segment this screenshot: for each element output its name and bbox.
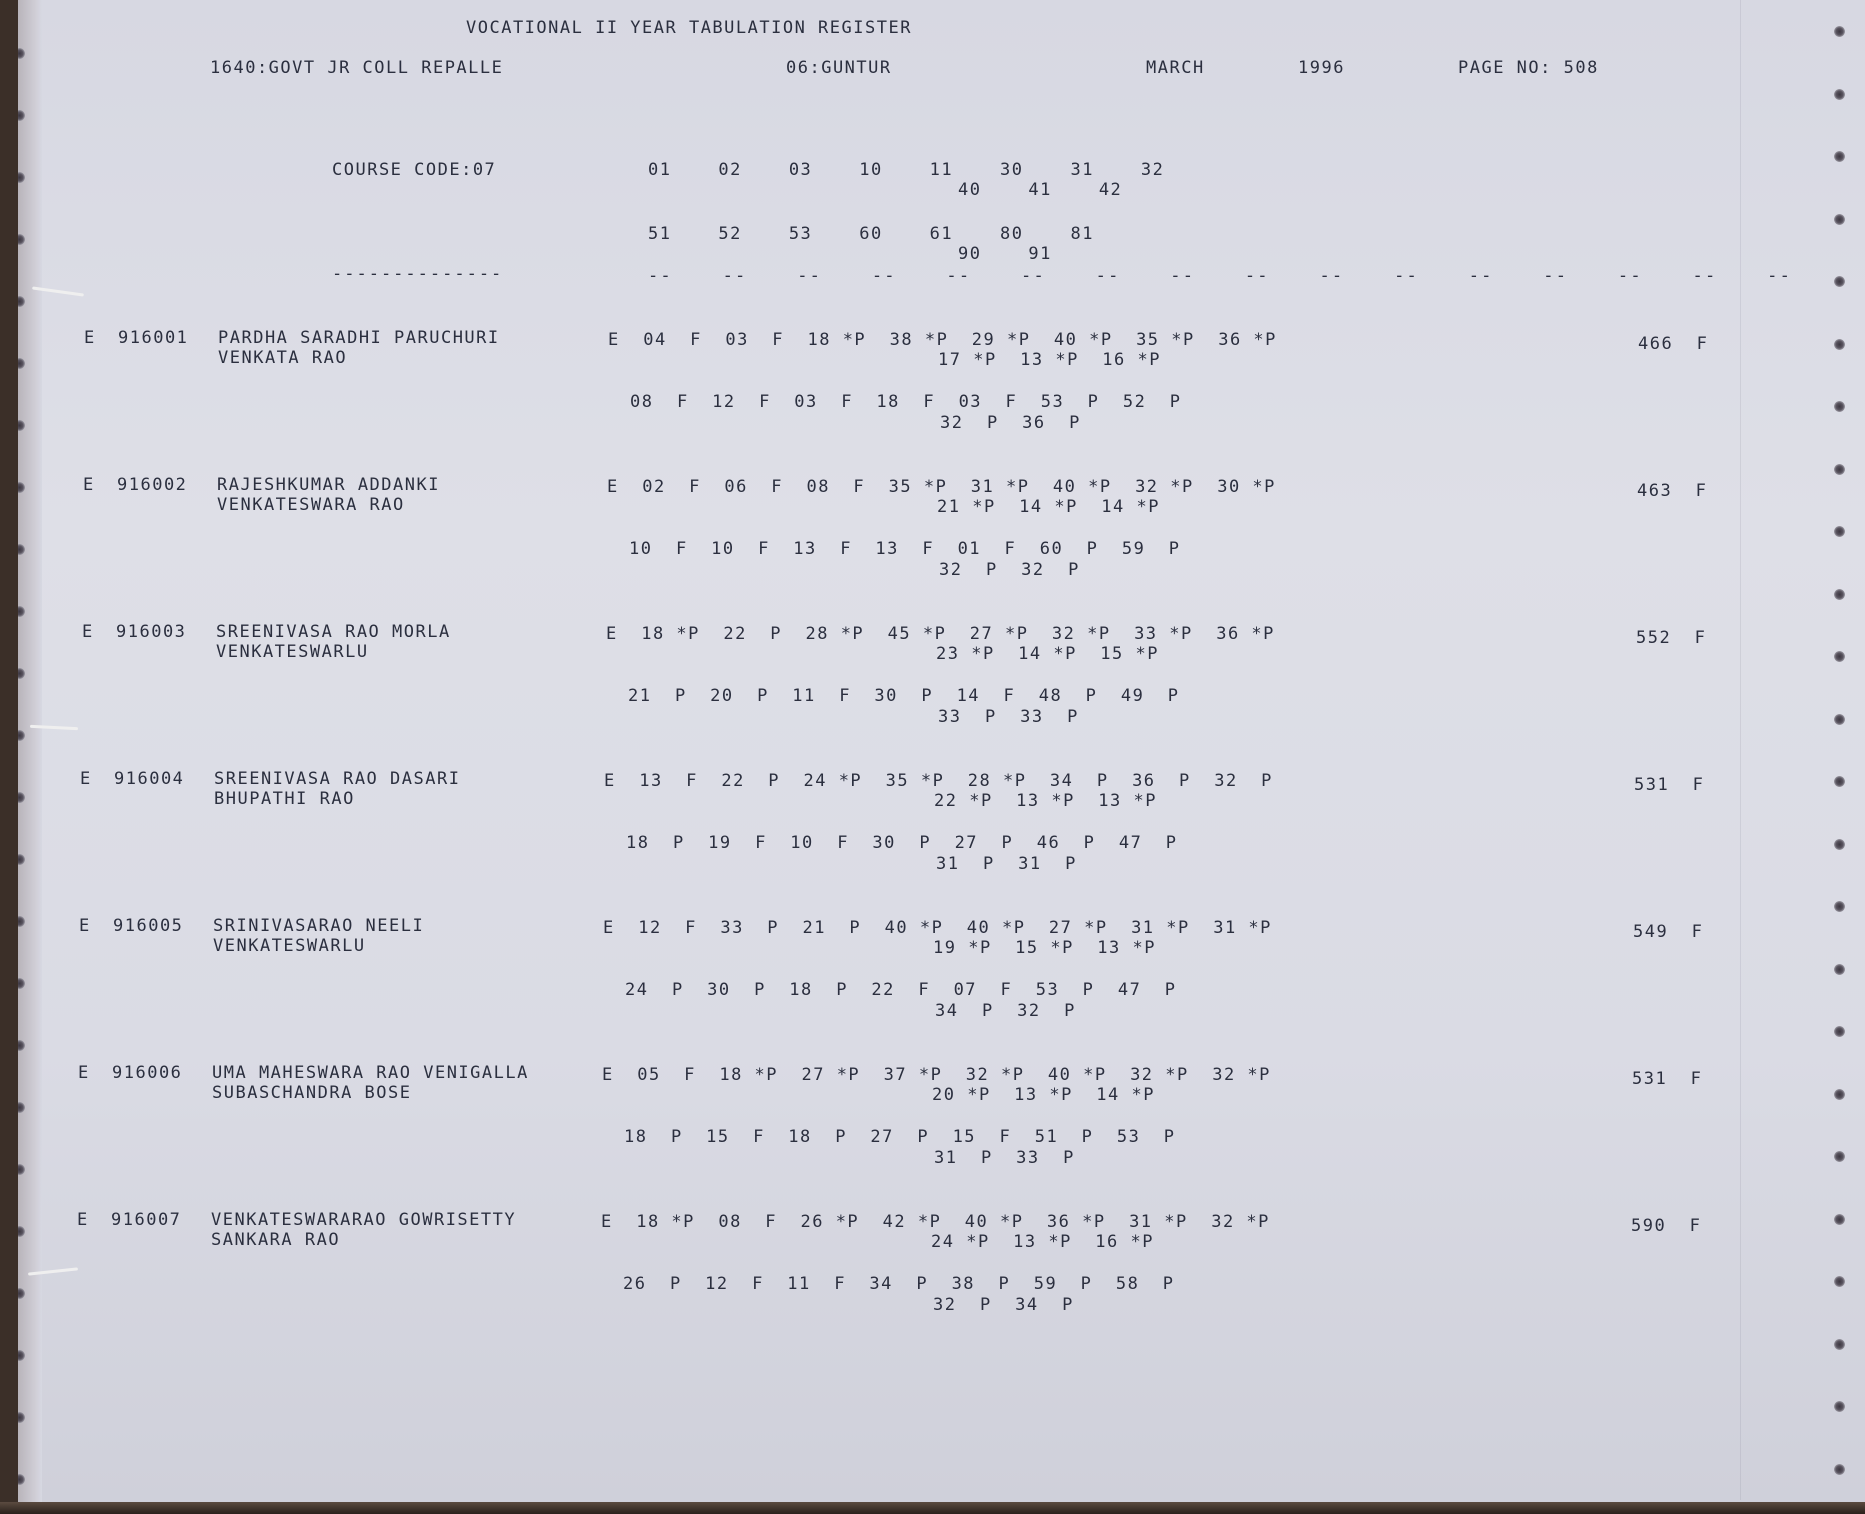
- total-result: 463 F: [1637, 481, 1708, 501]
- tractor-hole: [1834, 839, 1845, 850]
- total-result: 531 F: [1632, 1069, 1703, 1089]
- tractor-hole: [1834, 26, 1845, 37]
- record-flag: E: [80, 769, 92, 789]
- tractor-hole: [1834, 464, 1845, 475]
- student-name: SREENIVASA RAO DASARI: [214, 769, 461, 789]
- marks-row-1: E 13 F 22 P 24 *P 35 *P 28 *P 34 P 36 P 32 P: [604, 771, 1273, 791]
- marks-row-2: 22 *P 13 *P 13 *P: [934, 791, 1157, 811]
- subject-codes-row-4: 90 91: [958, 244, 1052, 264]
- tractor-hole: [18, 172, 25, 183]
- marks-row-1: E 18 *P 08 F 26 *P 42 *P 40 *P 36 *P 31 *P 32 *P: [601, 1212, 1270, 1232]
- tractor-hole: [18, 1040, 25, 1051]
- father-name: SUBASCHANDRA BOSE: [212, 1083, 412, 1103]
- student-name: SREENIVASA RAO MORLA: [216, 622, 451, 642]
- marks-row-2: 17 *P 13 *P 16 *P: [938, 350, 1161, 370]
- register-title: VOCATIONAL II YEAR TABULATION REGISTER: [466, 18, 912, 38]
- tractor-hole: [1834, 1026, 1845, 1037]
- tractor-hole: [18, 1164, 25, 1175]
- marks-row-4: 32 P 36 P: [940, 413, 1081, 433]
- subject-codes-row-3: 51 52 53 60 61 80 81: [648, 224, 1094, 244]
- record-flag: E: [77, 1210, 89, 1230]
- total-result: 549 F: [1633, 922, 1704, 942]
- tractor-hole: [1834, 1339, 1845, 1350]
- tractor-hole: [1834, 526, 1845, 537]
- tractor-hole: [18, 1102, 25, 1113]
- marks-row-4: 31 P 33 P: [934, 1148, 1075, 1168]
- tractor-hole: [1834, 651, 1845, 662]
- tractor-hole: [18, 48, 25, 59]
- tractor-hole: [1834, 901, 1845, 912]
- marks-row-2: 19 *P 15 *P 13 *P: [933, 938, 1156, 958]
- record-flag: E: [84, 328, 96, 348]
- tractor-hole: [18, 1288, 25, 1299]
- student-name: RAJESHKUMAR ADDANKI: [217, 475, 440, 495]
- marks-row-3: 26 P 12 F 11 F 34 P 38 P 59 P 58 P: [623, 1274, 1175, 1294]
- father-name: BHUPATHI RAO: [214, 789, 355, 809]
- tractor-hole: [1834, 1401, 1845, 1412]
- tractor-hole: [18, 978, 25, 989]
- student-name: VENKATESWARARAO GOWRISETTY: [211, 1210, 517, 1230]
- student-name: PARDHA SARADHI PARUCHURI: [218, 328, 500, 348]
- tractor-hole: [18, 1350, 25, 1361]
- exam-month: MARCH: [1146, 58, 1205, 78]
- roll-number: 916001: [118, 328, 189, 348]
- page-number: PAGE NO: 508: [1458, 58, 1599, 78]
- total-result: 552 F: [1636, 628, 1707, 648]
- marks-row-4: 32 P 32 P: [939, 560, 1080, 580]
- tractor-hole: [18, 916, 25, 927]
- tractor-hole: [1834, 1464, 1845, 1475]
- marks-row-1: E 04 F 03 F 18 *P 38 *P 29 *P 40 *P 35 *P 36 *P: [608, 330, 1277, 350]
- tractor-hole: [18, 482, 25, 493]
- tractor-hole: [1834, 151, 1845, 162]
- tractor-hole: [18, 792, 25, 803]
- record-flag: E: [79, 916, 91, 936]
- tractor-hole: [1834, 1214, 1845, 1225]
- subject-codes-row-1: 01 02 03 10 11 30 31 32: [648, 160, 1165, 180]
- marks-row-3: 08 F 12 F 03 F 18 F 03 F 53 P 52 P: [630, 392, 1182, 412]
- tabulation-sheet: [18, 0, 1865, 1502]
- tractor-hole: [1834, 1276, 1845, 1287]
- marks-row-4: 33 P 33 P: [938, 707, 1079, 727]
- tractor-hole: [18, 668, 25, 679]
- student-name: SRINIVASARAO NEELI: [213, 916, 425, 936]
- tractor-hole: [1834, 214, 1845, 225]
- perforation-line: [1740, 0, 1741, 1500]
- record-flag: E: [82, 622, 94, 642]
- district-code: 06:GUNTUR: [786, 58, 892, 78]
- tractor-hole: [18, 730, 25, 741]
- record-flag: E: [78, 1063, 90, 1083]
- marks-row-3: 18 P 15 F 18 P 27 P 15 F 51 P 53 P: [624, 1127, 1176, 1147]
- marks-row-3: 24 P 30 P 18 P 22 F 07 F 53 P 47 P: [625, 980, 1177, 1000]
- tractor-hole: [1834, 776, 1845, 787]
- marks-row-1: E 05 F 18 *P 27 *P 37 *P 32 *P 40 *P 32 *P 32 *P: [602, 1065, 1271, 1085]
- roll-number: 916007: [111, 1210, 182, 1230]
- father-name: VENKATESWARLU: [213, 936, 366, 956]
- tractor-hole: [18, 1474, 25, 1485]
- page-bottom-edge: [0, 1502, 1865, 1514]
- tractor-hole: [18, 1412, 25, 1423]
- tractor-hole: [18, 234, 25, 245]
- exam-year: 1996: [1298, 58, 1345, 78]
- marks-row-4: 32 P 34 P: [933, 1295, 1074, 1315]
- tractor-hole: [18, 544, 25, 555]
- roll-number: 916006: [112, 1063, 183, 1083]
- subject-codes-row-2: 40 41 42: [958, 180, 1123, 200]
- tractor-holes-right: [1826, 0, 1856, 1502]
- roll-number: 916004: [114, 769, 185, 789]
- tractor-hole: [18, 110, 25, 121]
- father-name: SANKARA RAO: [211, 1230, 341, 1250]
- tractor-hole: [1834, 964, 1845, 975]
- marks-row-1: E 02 F 06 F 08 F 35 *P 31 *P 40 *P 32 *P 30 *P: [607, 477, 1276, 497]
- tractor-hole: [18, 606, 25, 617]
- marks-row-2: 21 *P 14 *P 14 *P: [937, 497, 1160, 517]
- college-code: 1640:GOVT JR COLL REPALLE: [210, 58, 504, 78]
- total-result: 531 F: [1634, 775, 1705, 795]
- student-name: UMA MAHESWARA RAO VENIGALLA: [212, 1063, 529, 1083]
- tractor-hole: [18, 358, 25, 369]
- tractor-hole: [1834, 1151, 1845, 1162]
- tractor-hole: [1834, 401, 1845, 412]
- father-name: VENKATESWARA RAO: [217, 495, 405, 515]
- father-name: VENKATESWARLU: [216, 642, 369, 662]
- tractor-hole: [1834, 339, 1845, 350]
- tractor-hole: [18, 854, 25, 865]
- total-result: 466 F: [1638, 334, 1709, 354]
- marks-row-4: 34 P 32 P: [935, 1001, 1076, 1021]
- tractor-hole: [1834, 89, 1845, 100]
- marks-row-2: 24 *P 13 *P 16 *P: [931, 1232, 1154, 1252]
- marks-row-1: E 12 F 33 P 21 P 40 *P 40 *P 27 *P 31 *P 31 *P: [603, 918, 1272, 938]
- tractor-hole: [1834, 714, 1845, 725]
- tractor-hole: [1834, 276, 1845, 287]
- marks-row-4: 31 P 31 P: [936, 854, 1077, 874]
- roll-number: 916003: [116, 622, 187, 642]
- marks-row-2: 23 *P 14 *P 15 *P: [936, 644, 1159, 664]
- record-flag: E: [83, 475, 95, 495]
- tractor-holes-left: [18, 0, 48, 1502]
- roll-number: 916005: [113, 916, 184, 936]
- tractor-hole: [18, 420, 25, 431]
- marks-row-3: 21 P 20 P 11 F 30 P 14 F 48 P 49 P: [628, 686, 1180, 706]
- tractor-hole: [18, 296, 25, 307]
- course-code-label: COURSE CODE:07: [332, 160, 497, 180]
- total-result: 590 F: [1631, 1216, 1702, 1236]
- roll-number: 916002: [117, 475, 188, 495]
- underline-left: --------------: [332, 264, 504, 284]
- marks-row-2: 20 *P 13 *P 14 *P: [932, 1085, 1155, 1105]
- underline-right: -- -- -- -- -- -- -- -- -- -- -- -- -- -- -- --: [648, 266, 1793, 286]
- tractor-hole: [18, 1226, 25, 1237]
- marks-row-3: 18 P 19 F 10 F 30 P 27 P 46 P 47 P: [626, 833, 1178, 853]
- father-name: VENKATA RAO: [218, 348, 348, 368]
- marks-row-3: 10 F 10 F 13 F 13 F 01 F 60 P 59 P: [629, 539, 1181, 559]
- marks-row-1: E 18 *P 22 P 28 *P 45 *P 27 *P 32 *P 33 *P 36 *P: [606, 624, 1275, 644]
- tractor-hole: [1834, 589, 1845, 600]
- tractor-hole: [1834, 1089, 1845, 1100]
